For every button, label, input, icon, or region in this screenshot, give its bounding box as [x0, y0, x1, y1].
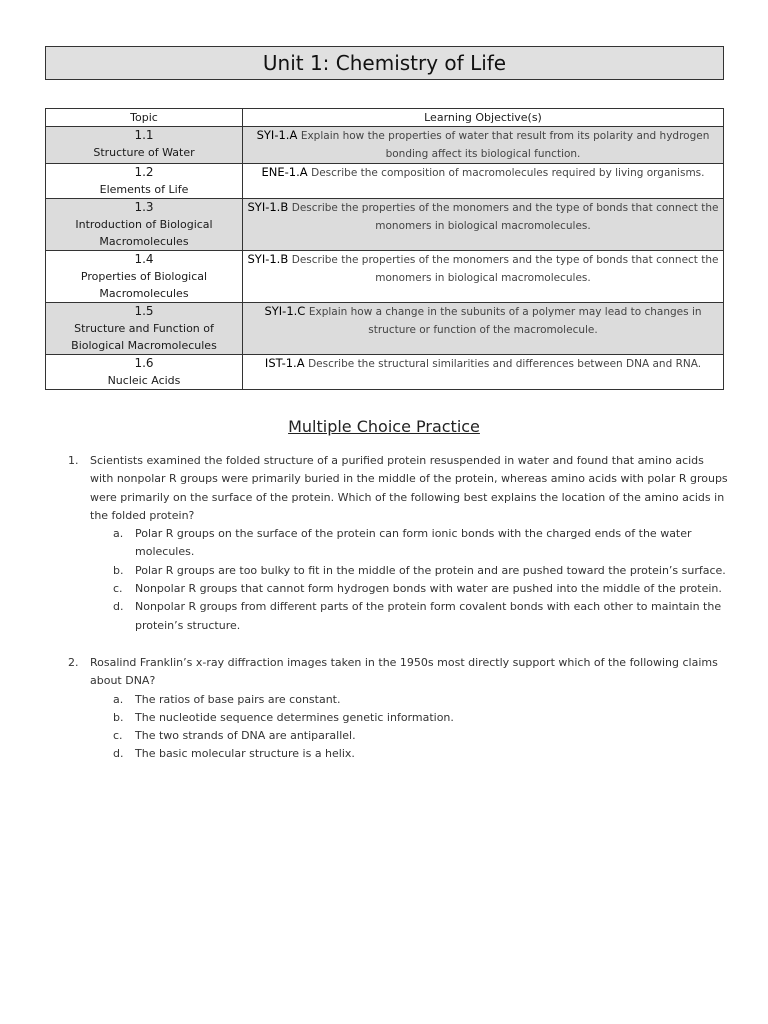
answer-option — [113, 598, 728, 635]
objective-code: SYI-1.C — [264, 304, 306, 318]
question-text: Rosalind Franklin’s x-ray diffraction images taken in the 1950s most directly support which of the following claims about DNA? — [90, 656, 718, 688]
section-heading: Multiple Choice Practice — [288, 417, 480, 436]
answer-options — [113, 525, 728, 635]
answer-options — [113, 691, 728, 764]
objective-text: Describe the composition of macromolecules required by living organisms. — [311, 167, 705, 179]
option-letter: d. — [113, 747, 124, 761]
option-letter: c. — [113, 729, 123, 743]
table-row — [46, 164, 724, 199]
option-letter: a. — [113, 527, 124, 541]
option-text: Nonpolar R groups that cannot form hydrogen bonds with water are pushed into the middle of the protein. — [135, 582, 722, 596]
question-number: 2. — [68, 656, 79, 669]
option-letter: b. — [113, 563, 124, 577]
topic-cell — [46, 355, 243, 390]
topic-cell — [46, 251, 243, 303]
answer-option — [113, 691, 728, 709]
table-row — [46, 355, 724, 390]
objective-code: ENE-1.A — [261, 165, 308, 179]
objective-header: Learning Objective(s) — [243, 109, 724, 127]
option-text: The two strands of DNA are antiparallel. — [135, 729, 356, 743]
topic-name: Structure and Function of Biological Macromolecules — [71, 322, 217, 352]
option-text: Nonpolar R groups from different parts of the protein form covalent bonds with each other to maintain the protein’s structure. — [135, 600, 722, 632]
topic-number: 1.6 — [134, 356, 154, 370]
topic-cell — [46, 164, 243, 199]
question-text: Scientists examined the folded structure of a purified protein resuspended in water and found that amino acids with nonpolar R groups were primarily buried in the middle of the protein, whereas amino acids with polar R groups were primarily on the surface of the protein. Which of the following best explains the location of the amino acids in the folded protein? — [90, 454, 728, 522]
topic-number: 1.2 — [134, 165, 154, 179]
table-row — [46, 127, 724, 164]
topic-number: 1.4 — [134, 252, 154, 266]
topic-name: Properties of Biological Macromolecules — [80, 270, 208, 300]
table-row — [46, 199, 724, 251]
topic-cell — [46, 127, 243, 164]
topic-name: Introduction of Biological Macromolecules — [75, 218, 213, 248]
topic-number: 1.5 — [134, 304, 154, 318]
objective-code: SYI-1.A — [256, 128, 298, 142]
objective-cell — [243, 127, 724, 164]
answer-option — [113, 562, 728, 580]
option-text: The basic molecular structure is a helix. — [135, 747, 355, 761]
objective-code: IST-1.A — [264, 356, 305, 370]
topic-number: 1.1 — [134, 128, 154, 142]
objective-text: Explain how the properties of water that result from its polarity and hydrogen bonding affect its biological function. — [300, 130, 710, 160]
table-row — [46, 303, 724, 355]
answer-option — [113, 745, 728, 763]
question-1 — [68, 452, 728, 635]
question-number: 1. — [68, 454, 79, 467]
option-text: Polar R groups on the surface of the protein can form ionic bonds with the charged ends of the water molecules. — [135, 527, 692, 559]
objective-code: SYI-1.B — [247, 200, 289, 214]
topic-cell — [46, 199, 243, 251]
option-text: The ratios of base pairs are constant. — [135, 692, 341, 706]
topic-cell — [46, 303, 243, 355]
topic-name: Elements of Life — [99, 183, 189, 196]
objective-cell — [243, 199, 724, 251]
option-letter: b. — [113, 710, 124, 724]
topic-number: 1.3 — [134, 200, 154, 214]
topic-header: Topic — [46, 109, 243, 127]
option-letter: d. — [113, 600, 124, 614]
option-text: The nucleotide sequence determines genetic information. — [135, 710, 454, 724]
objective-text: Describe the structural similarities and differences between DNA and RNA. — [308, 358, 702, 370]
answer-option — [113, 525, 728, 562]
question-2 — [68, 654, 728, 764]
objective-text: Explain how a change in the subunits of a polymer may lead to changes in structure or function of the macromolecule. — [308, 306, 702, 336]
topic-name: Nucleic Acids — [107, 374, 181, 387]
learning-objectives-table — [45, 108, 724, 390]
answer-option — [113, 709, 728, 727]
option-letter: a. — [113, 692, 124, 706]
objective-cell — [243, 303, 724, 355]
answer-option — [113, 727, 728, 745]
table-header-row — [46, 109, 724, 127]
objective-text: Describe the properties of the monomers and the type of bonds that connect the monomers in biological macromolecules. — [291, 202, 719, 232]
table-row — [46, 251, 724, 303]
objective-code: SYI-1.B — [247, 252, 289, 266]
objective-cell — [243, 164, 724, 199]
topic-name: Structure of Water — [93, 146, 195, 159]
objective-cell — [243, 355, 724, 390]
answer-option — [113, 580, 728, 598]
objective-cell — [243, 251, 724, 303]
page-title: Unit 1: Chemistry of Life — [45, 46, 724, 80]
option-text: Polar R groups are too bulky to fit in the middle of the protein and are pushed toward the protein’s surface. — [135, 563, 726, 577]
option-letter: c. — [113, 582, 123, 596]
objective-text: Describe the properties of the monomers and the type of bonds that connect the monomers in biological macromolecules. — [291, 254, 719, 284]
